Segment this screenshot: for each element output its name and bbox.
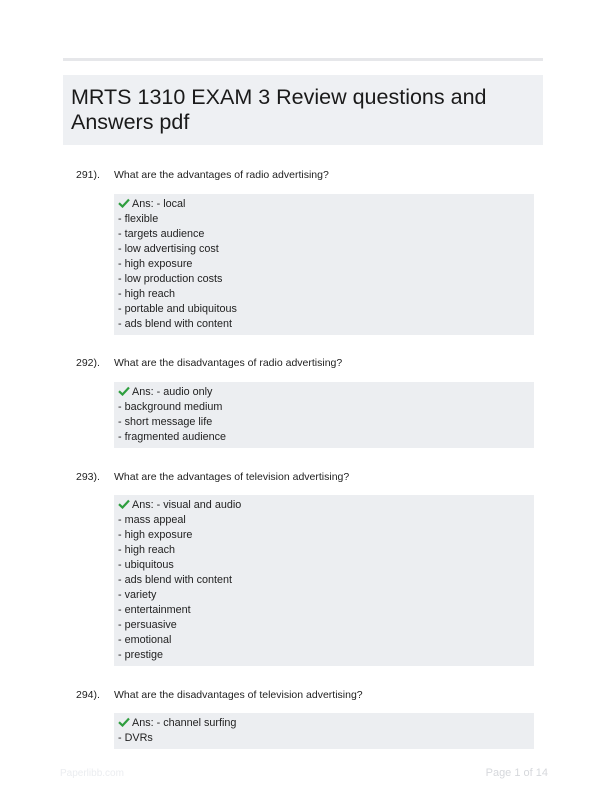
check-icon [118, 717, 130, 727]
answer-line [118, 197, 534, 212]
answer-line [118, 498, 534, 513]
page-title [71, 85, 531, 135]
answer-box [114, 382, 534, 448]
question-text: What are the disadvantages of television advertising? [114, 689, 363, 701]
answer-first-line: Ans: - channel surfing [132, 717, 237, 729]
answer-line: - targets audience [118, 228, 205, 240]
top-divider [63, 58, 543, 61]
answer-box [114, 495, 534, 666]
answer-line: - ubiquitous [118, 559, 174, 571]
answer-line: - low advertising cost [118, 243, 219, 255]
answer-line: - prestige [118, 649, 164, 661]
answer-line [118, 716, 534, 731]
answer-line: - persuasive [118, 619, 177, 631]
answer-line: - background medium [118, 401, 223, 413]
answer-line: - portable and ubiquitous [118, 303, 237, 315]
question-number: 292). [76, 357, 100, 369]
check-icon [118, 386, 130, 396]
answer-line: - fragmented audience [118, 431, 227, 443]
title-banner [63, 75, 543, 145]
answer-line [118, 385, 534, 400]
answer-line: - short message life [118, 416, 213, 428]
answer-line: - DVRs [118, 732, 153, 744]
question-text: What are the advantages of radio advertising? [114, 169, 329, 181]
answer-line: - mass appeal [118, 514, 186, 526]
question-number: 293). [76, 471, 100, 483]
question-text: What are the disadvantages of radio advertising? [114, 357, 343, 369]
answer-line: - ads blend with content [118, 318, 233, 330]
answer-line: - flexible [118, 213, 159, 225]
check-icon [118, 499, 130, 509]
check-icon [118, 198, 130, 208]
answer-box [114, 194, 534, 335]
answer-first-line: Ans: - audio only [132, 386, 213, 398]
answer-line: - emotional [118, 634, 172, 646]
answer-line: - ads blend with content [118, 574, 233, 586]
question-number: 294). [76, 689, 100, 701]
page-title-line-2: Answers pdf [71, 110, 190, 134]
answer-line: - high exposure [118, 258, 193, 270]
page-number: Page 1 of 14 [485, 767, 548, 779]
footer-site-watermark: Paperlibb.com [60, 768, 124, 779]
answer-line: - low production costs [118, 273, 223, 285]
answer-box [114, 713, 534, 749]
answer-line: - high exposure [118, 529, 193, 541]
answer-line: - variety [118, 589, 157, 601]
page-title-line-1: MRTS 1310 EXAM 3 Review questions and [71, 85, 487, 109]
answer-first-line: Ans: - visual and audio [132, 499, 242, 511]
question-number: 291). [76, 169, 100, 181]
question-text: What are the advantages of television advertising? [114, 471, 350, 483]
answer-first-line: Ans: - local [132, 198, 186, 210]
answer-line: - high reach [118, 288, 176, 300]
answer-line: - high reach [118, 544, 176, 556]
answer-line: - entertainment [118, 604, 191, 616]
